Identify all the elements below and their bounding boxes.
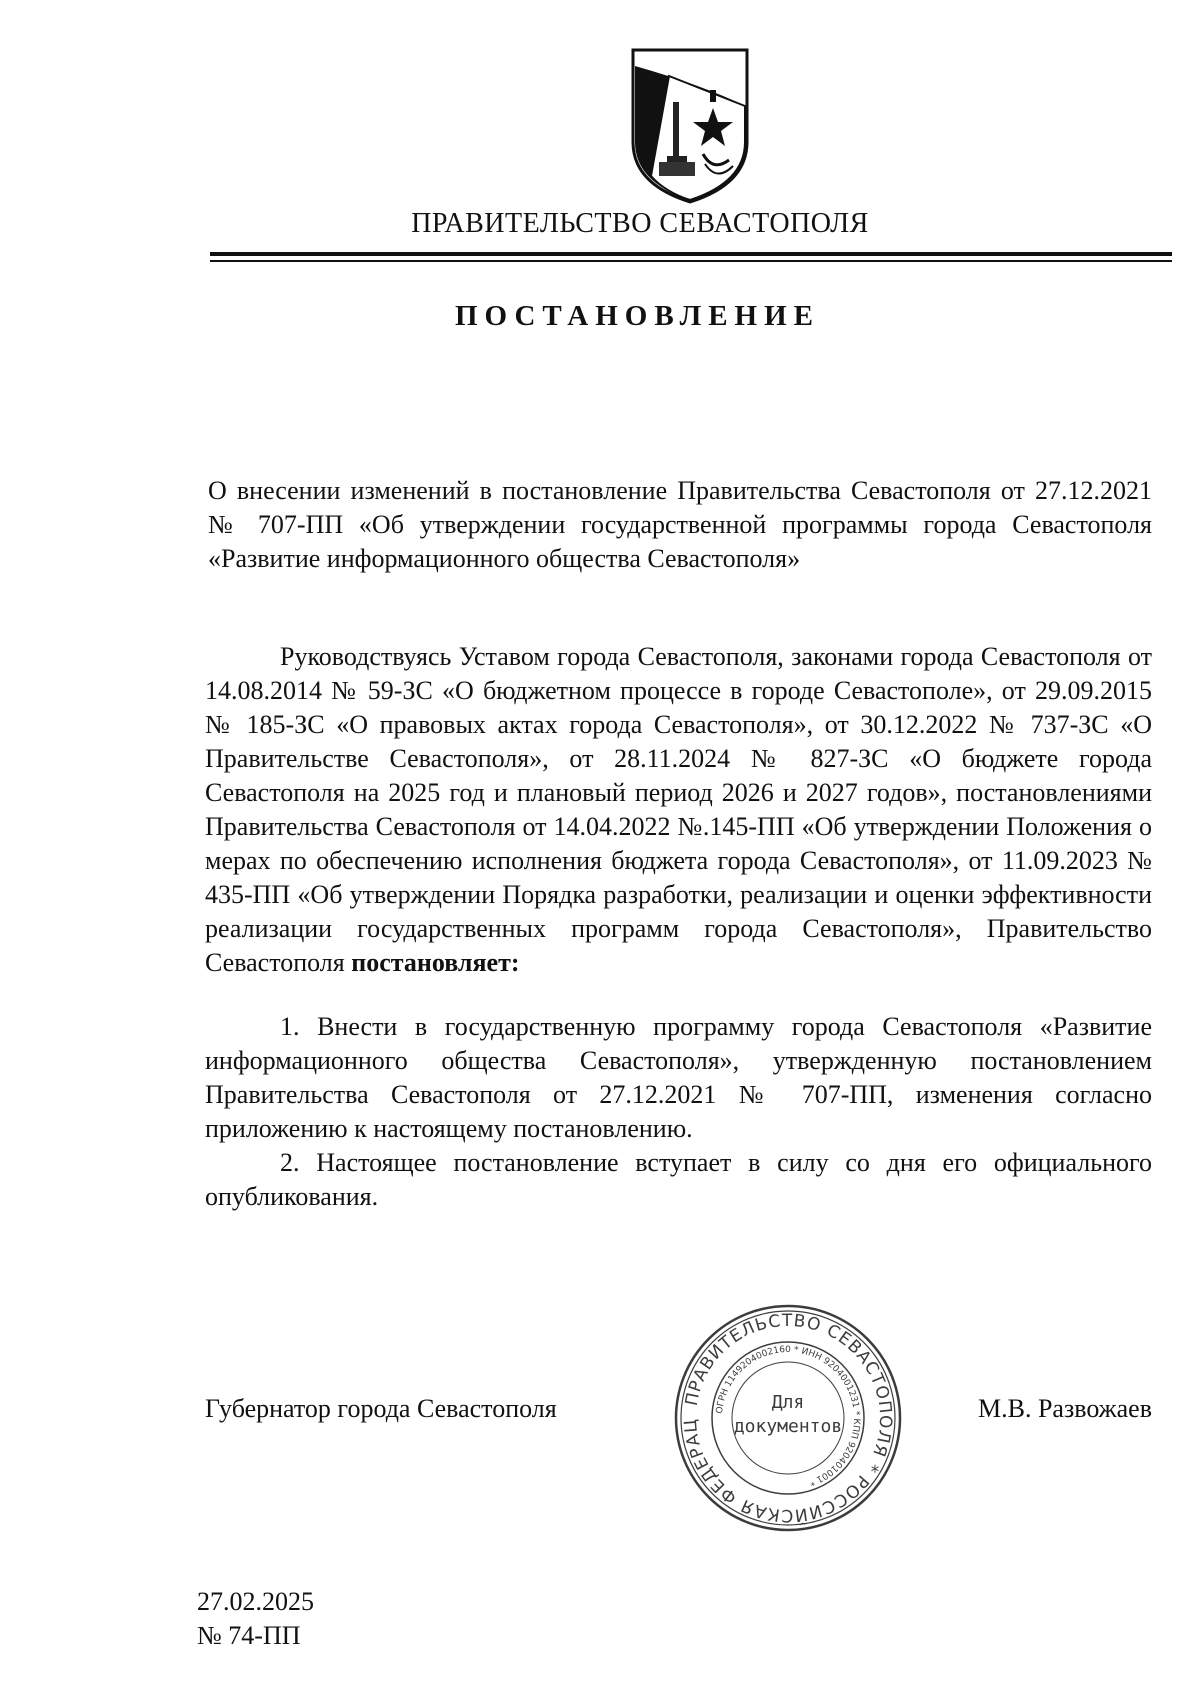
header-rule-thick	[210, 252, 1172, 256]
seal-inner-text: ОГРН 1149204002160 * ИНН 9204001231 * КПП 920401001 *	[715, 1344, 862, 1488]
document-number: № 74-ПП	[197, 1621, 301, 1650]
list-item: 1. Внести в государственную программу города Севастополя «Развитие информационного общества Севастополя», утвержденную постановлением Правительства Севастополя от 27.12.2021 № 707-ПП, изменения согласно приложению к настоящему постановлению.	[205, 1012, 1152, 1143]
document-type-heading: ПОСТАНОВЛЕНИЕ	[454, 300, 820, 332]
signatory-name: М.В. Развожаев	[977, 1394, 1152, 1423]
document-body	[205, 640, 1152, 1214]
preamble-paragraph	[205, 640, 1152, 980]
document-date: 27.02.2025	[197, 1587, 314, 1616]
decides-text: постановляет:	[351, 948, 520, 977]
seal-outer-text: ПРАВИТЕЛЬСТВО СЕВАСТОПОЛЯ * РОССИЙСКАЯ ФЕДЕРАЦ	[680, 1310, 896, 1526]
list-item: 2. Настоящее постановление вступает в силу со дня его официального опубликования.	[205, 1148, 1152, 1211]
seal-center-line2: документов	[733, 1416, 843, 1437]
document-subject: О внесении изменений в постановление Правительства Севастополя от 27.12.2021 № 707-ПП «Об утверждении государственной программы города Севастополя «Развитие информационного общества Севастополя»	[208, 476, 1152, 573]
document-registration	[197, 1585, 314, 1653]
official-seal-stamp	[670, 1300, 906, 1536]
seal-center-line1: Для	[771, 1392, 805, 1413]
preamble-text: Руководствуясь Уставом города Севастополя, законами города Севастополя от 14.08.2014 № 59-ЗС «О бюджетном процессе в городе Севастополе», от 29.09.2015 № 185-ЗС «О правовых актах города Севастополя», от 30.12.2022 № 737-ЗС «О Правительстве Севастополя», от 28.11.2024 № 827-ЗС «О бюджете города Севастополя на 2025 год и плановый период 2026 и 2027 годов», постановлениями Правительства Севастополя от 14.04.2022 №.145-ПП «Об утверждении Положения о мерах по обеспечению исполнения бюджета города Севастополя», от 11.09.2023 № 435-ПП «Об утверждении Порядка разработки, реализации и оценки эффективности реализации государственных программ города Севастополя»,	[205, 642, 1152, 943]
header-rule-thin	[210, 260, 1172, 262]
signatory-position: Губернатор города Севастополя	[205, 1394, 557, 1423]
sevastopol-coat-of-arms-icon	[625, 46, 755, 206]
government-title: ПРАВИТЕЛЬСТВО СЕВАСТОПОЛЯ	[411, 208, 869, 239]
preamble-end-text: Правительство Севастополя	[205, 914, 1152, 977]
